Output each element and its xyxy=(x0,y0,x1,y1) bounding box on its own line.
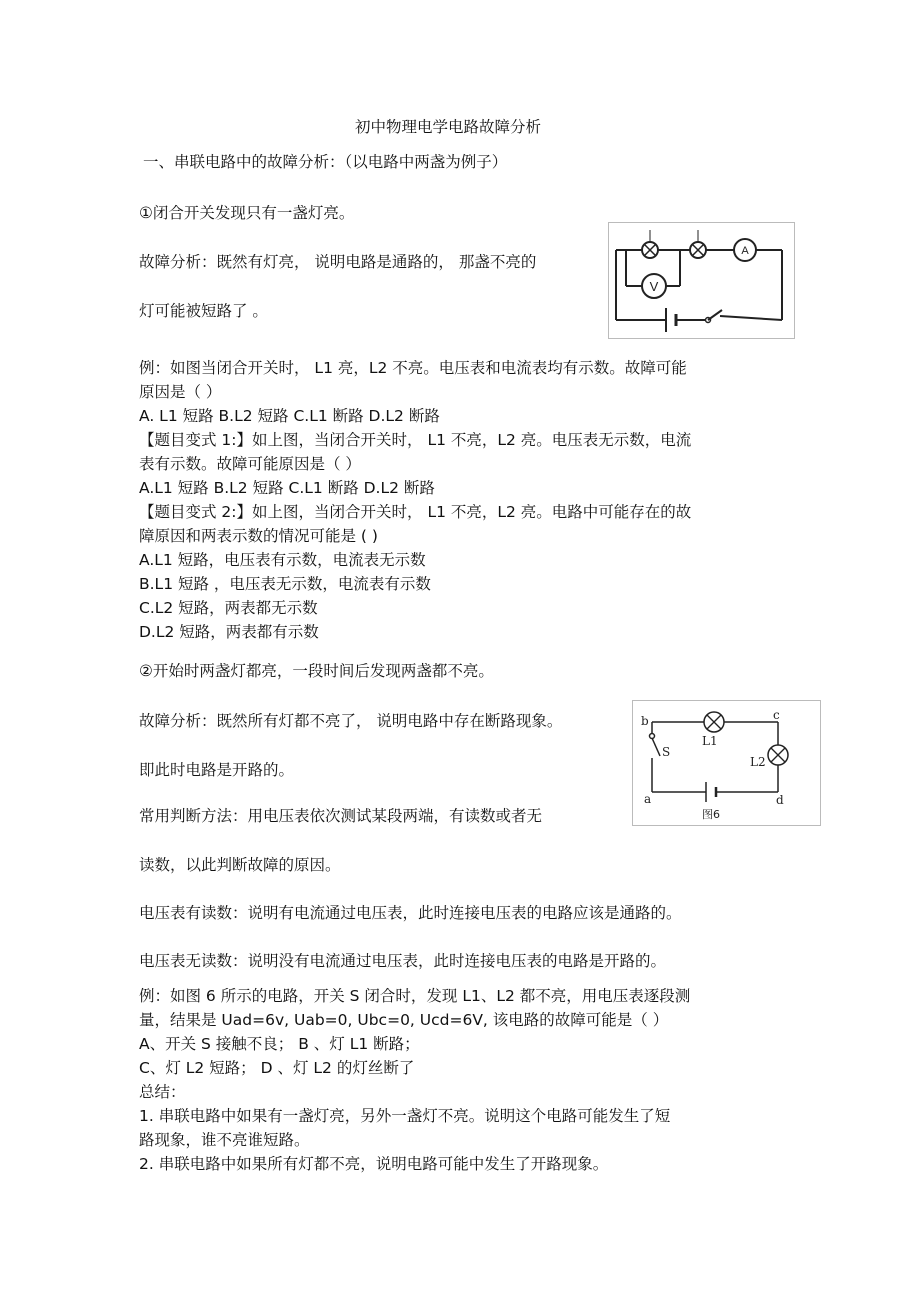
circuit-figure-6 xyxy=(632,700,821,826)
case2-method-line1: 常用判断方法：用电压表依次测试某段两端，有读数或者无 xyxy=(139,807,543,825)
summary-item1-line2: 路现象，谁不亮谁短路。 xyxy=(139,1131,310,1149)
label-l1: L1 xyxy=(702,734,718,748)
case2-analysis-line2: 即此时电路是开路的。 xyxy=(139,761,295,779)
case1-heading: ①闭合开关发现只有一盏灯亮。 xyxy=(139,204,355,222)
case1-analysis-line1: 故障分析：既然有灯亮， 说明电路是通路的， 那盏不亮的 xyxy=(139,253,537,271)
label-l2: L2 xyxy=(750,755,766,769)
section-heading: 一、串联电路中的故障分析：（以电路中两盏为例子） xyxy=(143,153,508,171)
label-b: b xyxy=(641,714,649,728)
case2-example-line2: 量，结果是 Uad=6v, Uab=0, Ubc=0, Ucd=6V, 该电路的故障可能是（ ） xyxy=(139,1011,669,1029)
variant2-option-a: A.L1 短路，电压表有示数，电流表无示数 xyxy=(139,551,426,569)
switch-pivot xyxy=(650,734,655,739)
variant2-line2: 障原因和两表示数的情况可能是 ( ) xyxy=(139,527,378,545)
case2-options-line2: C、灯 L2 短路； D 、灯 L2 的灯丝断了 xyxy=(139,1059,415,1077)
variant2-line1: 【题目变式 2:】如上图，当闭合开关时， L1 不亮，L2 亮。电路中可能存在的故 xyxy=(139,503,692,521)
case2-example-line1: 例：如图 6 所示的电路，开关 S 闭合时，发现 L1、L2 都不亮，用电压表逐段测 xyxy=(139,987,691,1005)
case1-example-line2: 原因是（ ） xyxy=(139,383,222,401)
lamp-l1-icon xyxy=(704,712,724,732)
case2-analysis-line1: 故障分析：既然所有灯都不亮了， 说明电路中存在断路现象。 xyxy=(139,712,563,730)
variant2-option-d: D.L2 短路，两表都有示数 xyxy=(139,623,319,641)
summary-heading: 总结： xyxy=(139,1083,186,1101)
figure-caption: 图6 xyxy=(702,808,720,821)
case1-analysis-line2: 灯可能被短路了 。 xyxy=(139,302,268,320)
case2-no-reading: 电压表无读数：说明没有电流通过电压表，此时连接电压表的电路是开路的。 xyxy=(139,952,667,970)
variant1-line1: 【题目变式 1:】如上图，当闭合开关时， L1 不亮，L2 亮。电压表无示数，电流 xyxy=(139,431,692,449)
page-title: 初中物理电学电路故障分析 xyxy=(355,118,542,136)
case2-has-reading: 电压表有读数：说明有电流通过电压表，此时连接电压表的电路应该是通路的。 xyxy=(139,904,682,922)
variant2-option-c: C.L2 短路，两表都无示数 xyxy=(139,599,318,617)
variant1-line2: 表有示数。故障可能原因是（ ） xyxy=(139,455,361,473)
summary-item2: 2. 串联电路中如果所有灯都不亮，说明电路可能中发生了开路现象。 xyxy=(139,1155,609,1173)
voltmeter-label: V xyxy=(649,279,659,294)
lamp-l2-icon xyxy=(768,745,788,765)
summary-item1-line1: 1. 串联电路中如果有一盏灯亮，另外一盏灯不亮。说明这个电路可能发生了短 xyxy=(139,1107,671,1125)
variant1-options: A.L1 短路 B.L2 短路 C.L1 断路 D.L2 断路 xyxy=(139,479,435,497)
case1-example-options: A. L1 短路 B.L2 短路 C.L1 断路 D.L2 断路 xyxy=(139,407,440,425)
case2-method-line2: 读数，以此判断故障的原因。 xyxy=(139,856,341,874)
ammeter-label: A xyxy=(741,245,749,257)
label-d: d xyxy=(776,793,784,807)
case1-example-line1: 例：如图当闭合开关时， L1 亮，L2 不亮。电压表和电流表均有示数。故障可能 xyxy=(139,359,687,377)
case2-heading: ②开始时两盏灯都亮，一段时间后发现两盏都不亮。 xyxy=(139,662,494,680)
label-c: c xyxy=(773,708,780,722)
variant2-option-b: B.L1 短路 ，电压表无示数，电流表有示数 xyxy=(139,575,431,593)
label-s: S xyxy=(662,745,671,759)
label-a: a xyxy=(644,792,652,806)
circuit-figure-1 xyxy=(608,222,795,339)
case2-options-line1: A、开关 S 接触不良； B 、灯 L1 断路； xyxy=(139,1035,420,1053)
